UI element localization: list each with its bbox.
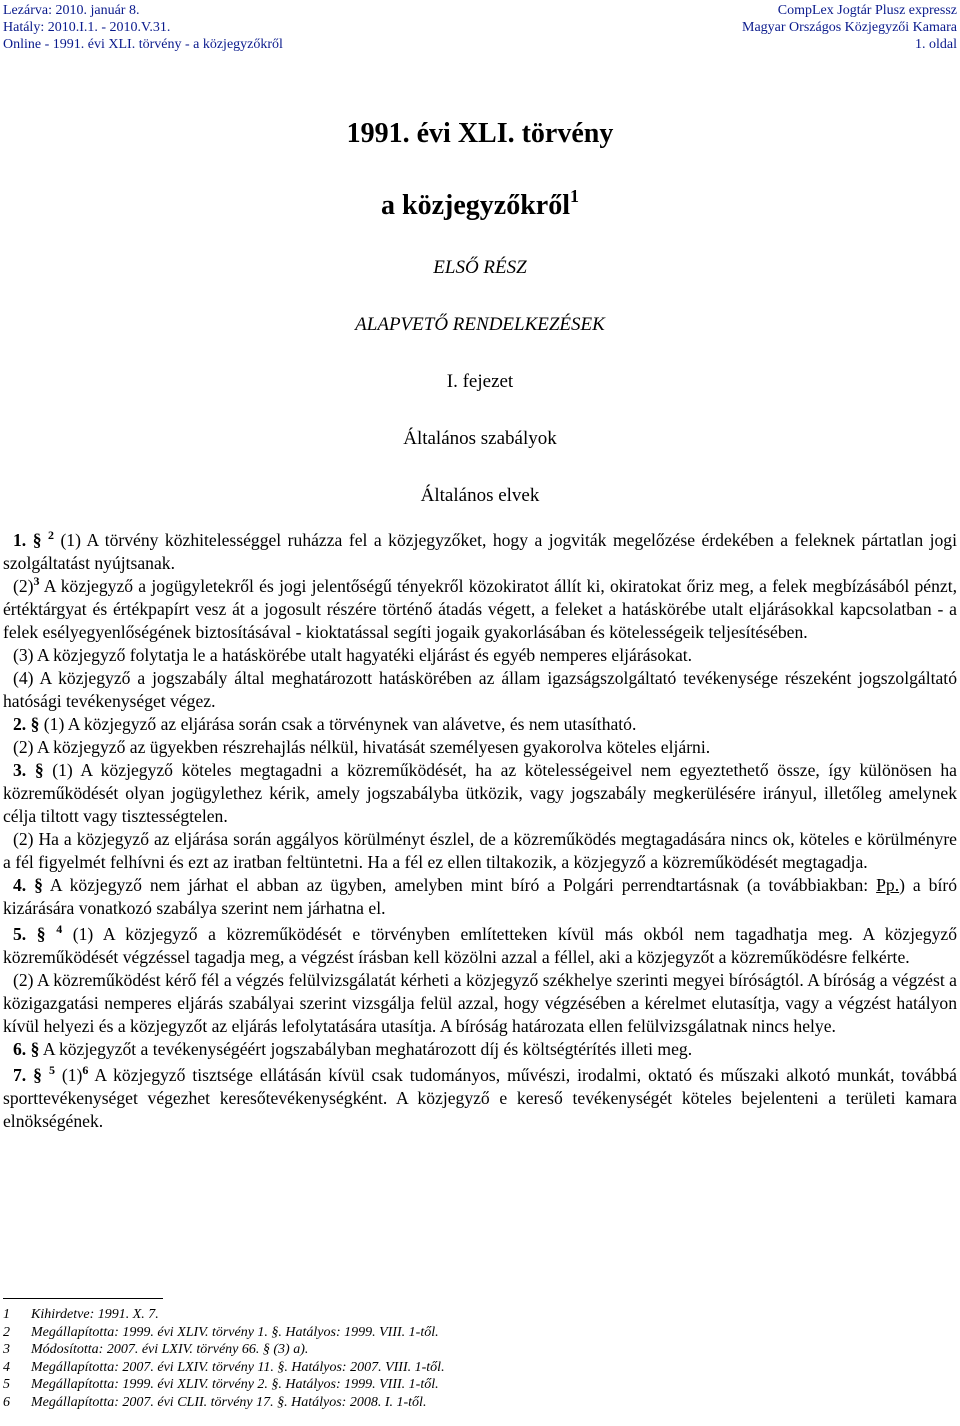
header-page-number: 1. oldal [915,37,957,52]
paragraph-text: (1) A közjegyző a közreműködését e törvényben említetteken kívül más okból nem tagadhatja meg. A közjegyző közreműködését végzéssel tagadja meg, a végzést írásban kell közölni azzal a féllel, aki a közjegyzőt a közreműködésre felkérte. [3,924,958,967]
footnote-text: Megállapította: 2007. évi CLII. törvény 17. §. Hatályos: 2008. I. 1-től. [31,1394,427,1410]
section-number: 5. [13,924,27,944]
paragraph-prefix: (1) [54,1065,83,1085]
law-body [3,529,957,1133]
paragraph-text: A közjegyzőt a tevékenységéért jogszabályban meghatározott díj és költségtérítés illeti meg. [39,1039,693,1059]
footnote-ref-2[interactable]: 2 [47,528,54,543]
footnote-item [3,1359,445,1377]
header-left [3,2,283,53]
footnote-text: Megállapította: 1999. évi XLIV. törvény 2. §. Hatályos: 1999. VIII. 1-től. [31,1377,439,1392]
law-subtitle [0,186,960,222]
section-number: 4. [13,875,27,895]
law-title: 1991. évi XLI. törvény [346,118,614,149]
paragraph-text: (1) A törvény közhitelességgel ruházza fel a közjegyzőket, hogy a jogviták megelőzése érdekében a feleknek pártatlan jogi szolgáltatást nyújtsanak. [3,530,957,573]
header-organization: Magyar Országos Közjegyzői Kamara [742,20,957,35]
chapter-title: Általános szabályok [403,428,557,449]
section-link[interactable]: § [30,714,40,734]
section-link[interactable]: § [30,1039,40,1059]
paragraph-1-2 [3,575,957,644]
chapter-heading: I. fejezet [446,371,514,392]
header-document-name: Online - 1991. évi XLI. törvény - a közjegyzőkről [3,37,283,52]
paragraph-4 [3,874,957,920]
paragraph-text: ) a bíró kizárására vonatkozó szabálya szerint nem járhatna el. [3,875,957,918]
footnote-item [3,1376,445,1394]
footnote-ref-1[interactable]: 1 [569,186,579,206]
section-number: 3. [13,760,27,780]
header-product: CompLex Jogtár Plusz expressz [777,3,957,18]
section-link[interactable]: § [34,875,43,895]
paragraph-1-4: (4) A közjegyző a jogszabály által meghatározott hatáskörében az állam igazságszolgáltató tevékenysége részeként jogszolgáltató hatósági tevékenységet végez. [3,668,957,711]
part-heading: ELSŐ RÉSZ [433,257,527,278]
law-subtitle-text: a közjegyzőkről [381,190,570,221]
paragraph-6 [3,1038,957,1061]
section-number: 7. [13,1065,27,1085]
section-link[interactable]: § [36,924,46,944]
header-closed-date: Lezárva: 2010. január 8. [3,3,140,18]
paragraph-text: A közjegyző a jogügyletekről és jogi jelentőségű tényekről közokiratot állít ki, okiratokat őriz meg, a felek megbízásából pénzt, értéktárgyat és értékpapírt vesz át a jogosult részére történő átadás végett, a feleket a hatáskörébe utalt eljárásokkal kapcsolatban - a felek esélyegyenlőségének biztosításával - kioktatással segíti jogaik gyakorlásában és kötelességeik teljesítésében. [3,576,957,642]
paragraph-7-1 [3,1064,957,1133]
paragraph-2-2: (2) A közjegyző az ügyekben részrehajlás nélkül, hivatását személyesen gyakorolva köteles eljárni. [13,737,711,757]
section-number: 2. [13,714,27,734]
paragraph-text: (1) A közjegyző az eljárása során csak a törvénynek van alávetve, és nem utasítható. [39,714,637,734]
footnote-item [3,1324,445,1342]
paragraph-5-1 [3,923,957,969]
page-header [0,0,960,60]
section-title: Általános elvek [420,485,540,506]
footnote-text: Megállapította: 1999. évi XLIV. törvény 1. §. Hatályos: 1999. VIII. 1-től. [31,1324,439,1340]
footnote-ref-3[interactable]: 3 [33,574,40,589]
paragraph-5-2: (2) A közreműködést kérő fél a végzés felülvizsgálatát kérheti a közjegyző székhelye szerinti megyei bíróságtól. A bíróság a végzést a közigazgatási nemperes eljárás szabályai szerint vizsgálja felül azzal, hogy végzésében a kérelmet elutasítja, vagy a végzést hatályon kívül helyezi és a közjegyzőt az eljárás lefolytatására utasítja. A bíróság határozata ellen felülvizsgálatnak nincs helye. [3,970,957,1036]
footnote-separator [3,1298,163,1299]
paragraph-2-1 [3,713,957,736]
pp-link[interactable]: Pp. [876,875,900,895]
footnote-text: Megállapította: 2007. évi LXIV. törvény 11. §. Hatályos: 2007. VIII. 1-től. [31,1359,445,1375]
footnote-item [3,1394,445,1412]
footnote-number: 1 [3,1307,10,1322]
paragraph-3-1 [3,759,957,828]
header-right [742,2,957,53]
footnote-text: Módosította: 2007. évi LXIV. törvény 66. § (3) a). [31,1342,309,1357]
footnote-number: 5 [3,1377,10,1392]
paragraph-text: A közjegyző tisztsége ellátásán kívül csak tudományos, művészi, irodalmi, oktató és műszaki alkotó munkát, továbbá sporttevékenységet végezhet keresőtevékenységként. A közjegyző e kereső tevékenységét köteles bejelenteni a területi kamara elnökségének. [3,1065,957,1131]
paragraph-prefix: (2) [13,576,34,596]
footnote-number: 2 [3,1324,10,1340]
paragraph-text: (1) A közjegyző köteles megtagadni a közreműködését, ha az kötelességeivel nem egyeztethető össze, így különösen ha közreműködését olyan jogügylethez kérik, amely jogszabályba ütközik, vagy jogszabály megkerülésére irányul, illetőleg amelynek célja tiltott vagy tisztességtelen. [3,760,957,826]
footnote-item [3,1306,445,1324]
section-link[interactable]: § [33,1065,42,1085]
footnote-number: 4 [3,1359,10,1375]
footnote-ref-6[interactable]: 6 [82,1063,89,1078]
section-number: 1. [13,530,27,550]
footnote-ref-5[interactable]: 5 [48,1063,55,1078]
section-link[interactable]: § [32,530,42,550]
footnote-ref-4[interactable]: 4 [56,922,63,937]
part-title: ALAPVETŐ RENDELKEZÉSEK [355,314,605,335]
paragraph-1-3: (3) A közjegyző folytatja le a hatáskörébe utalt hagyatéki eljárást és egyéb nemperes eljárásokat. [13,645,693,665]
section-number: 6. [13,1039,27,1059]
footnote-number: 3 [3,1342,10,1357]
paragraph-text: A közjegyző nem járhat el abban az ügyben, amelyben mint bíró a Polgári perrendtartásnak (a továbbiakban: [42,875,877,895]
footnotes [3,1306,445,1411]
paragraph-1-1 [3,529,957,575]
footnote-text: Kihirdetve: 1991. X. 7. [31,1307,159,1322]
section-link[interactable]: § [34,760,44,780]
footnote-number: 6 [3,1394,10,1410]
header-validity: Hatály: 2010.I.1. - 2010.V.31. [3,20,171,35]
footnote-item [3,1341,445,1359]
paragraph-3-2: (2) Ha a közjegyző az eljárása során aggályos körülményt észlel, de a közreműködés megtagadására nincs ok, köteles e körülményre a fél figyelmét felhívni és ezt az iratban feltüntetni. Ha a fél ez ellen tiltakozik, a közjegyző a közreműködését megtagadja. [3,829,957,872]
